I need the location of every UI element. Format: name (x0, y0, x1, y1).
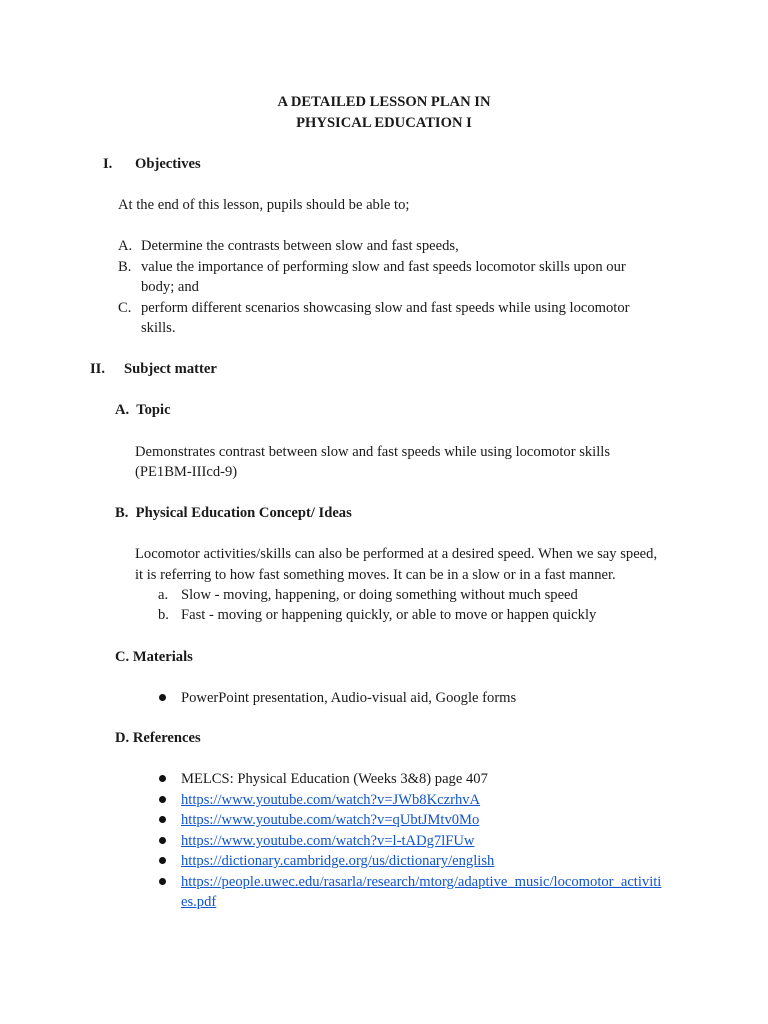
section-heading-subject-matter: Subject matter (124, 361, 217, 377)
section-heading-objectives: Objectives (135, 156, 201, 172)
concept-text-line1: Locomotor activities/skills can also be performed at a desired speed. When we say speed, (135, 546, 658, 562)
concept-marker-b: b. (158, 607, 169, 623)
reference-link-youtube-2[interactable]: https://www.youtube.com/watch?v=qUbtJMtv0Mo (181, 812, 480, 828)
concept-item-fast: Fast - moving or happening quickly, or able to move or happen quickly (181, 607, 597, 623)
bullet-icon (159, 816, 166, 823)
objective-text-c-line2: skills. (141, 320, 176, 336)
section-numeral-objectives: I. (103, 156, 113, 172)
reference-link-uwec-line2[interactable]: es.pdf (181, 894, 217, 910)
reference-link-youtube-3[interactable]: https://www.youtube.com/watch?v=l-tADg7lFUw (181, 833, 475, 849)
objective-marker-a: A. (118, 238, 133, 254)
reference-item-melcs: MELCS: Physical Education (Weeks 3&8) page 407 (181, 771, 488, 787)
bullet-icon (159, 775, 166, 782)
reference-link-youtube-1[interactable]: https://www.youtube.com/watch?v=JWb8KczrhvA (181, 792, 481, 808)
subsection-heading-topic: A. Topic (115, 402, 171, 418)
objectives-intro: At the end of this lesson, pupils should be able to; (118, 197, 410, 213)
objective-text-b-line1: value the importance of performing slow and fast speeds locomotor skills upon our (141, 259, 626, 275)
concept-marker-a: a. (158, 587, 169, 603)
section-numeral-subject-matter: II. (90, 361, 106, 377)
document-title-line2: PHYSICAL EDUCATION I (296, 115, 472, 131)
bullet-icon (159, 837, 166, 844)
concept-item-slow: Slow - moving, happening, or doing something without much speed (181, 587, 578, 603)
concept-text-line2: it is referring to how fast something moves. It can be in a slow or in a fast manner. (135, 567, 616, 583)
document-title-line1: A DETAILED LESSON PLAN IN (277, 94, 491, 110)
materials-item: PowerPoint presentation, Audio-visual aid, Google forms (181, 690, 517, 706)
reference-link-cambridge[interactable]: https://dictionary.cambridge.org/us/dictionary/english (181, 853, 495, 869)
objective-marker-b: B. (118, 259, 132, 275)
bullet-icon (159, 857, 166, 864)
bullet-icon (159, 694, 166, 701)
topic-text-line1: Demonstrates contrast between slow and fast speeds while using locomotor skills (135, 444, 611, 460)
objective-marker-c: C. (118, 300, 132, 316)
subsection-heading-references: D. References (115, 730, 201, 746)
objective-text-b-line2: body; and (141, 279, 199, 295)
bullet-icon (159, 796, 166, 803)
reference-link-uwec-line1[interactable]: https://people.uwec.edu/rasarla/research/mtorg/adaptive_music/locomotor_activiti (181, 874, 662, 890)
objective-text-a: Determine the contrasts between slow and fast speeds, (141, 238, 459, 254)
subsection-heading-concept: B. Physical Education Concept/ Ideas (115, 505, 352, 521)
topic-text-line2: (PE1BM-IIIcd-9) (135, 464, 238, 480)
objective-text-c-line1: perform different scenarios showcasing slow and fast speeds while using locomotor (141, 300, 630, 316)
subsection-heading-materials: C. Materials (115, 649, 193, 665)
bullet-icon (159, 878, 166, 885)
